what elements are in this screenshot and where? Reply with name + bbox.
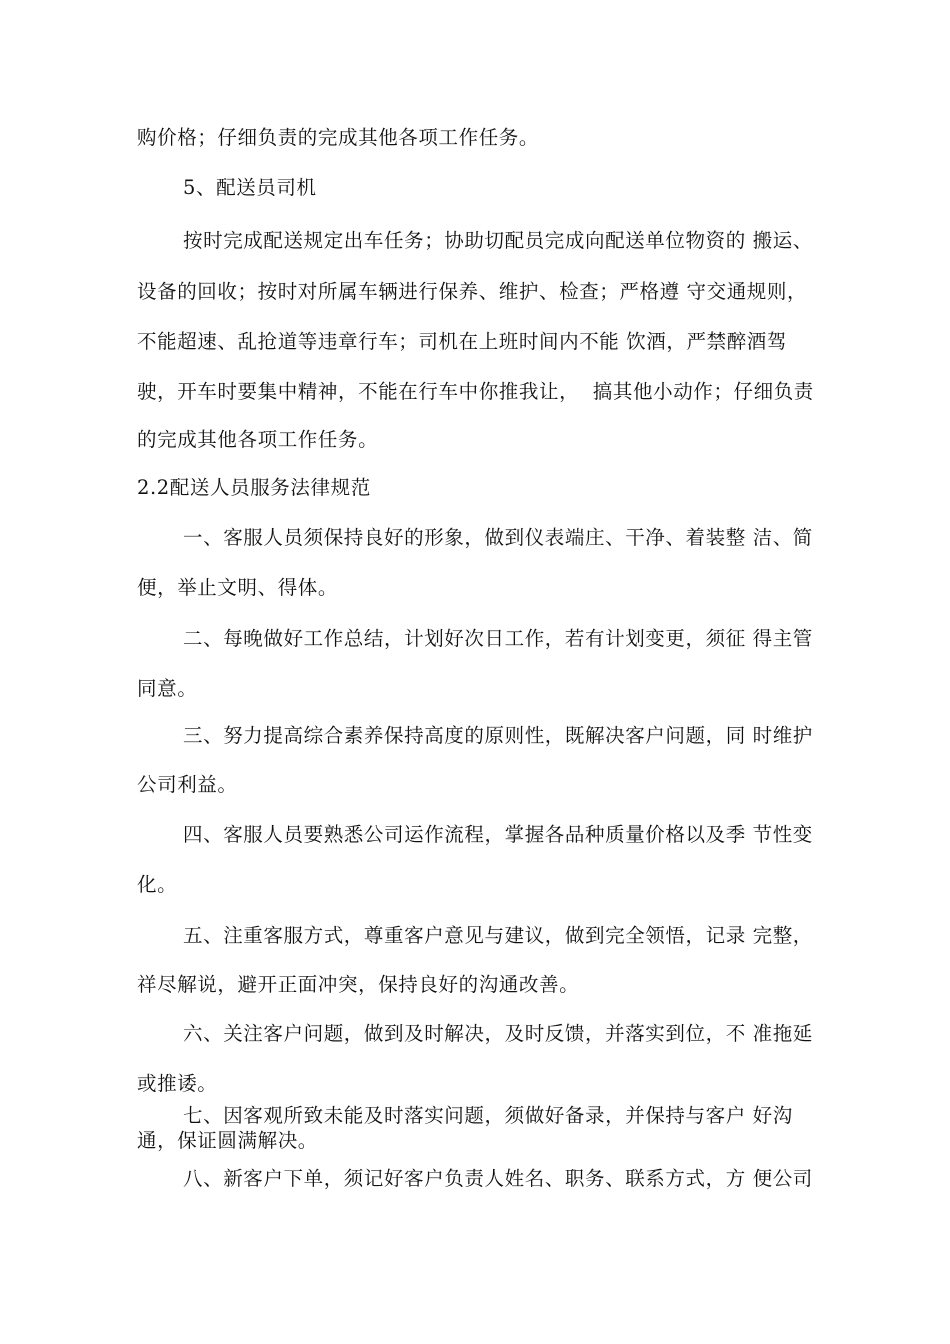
text-line: 八、新客户下单，须记好客户负责人姓名、职务、联系方式，方 便公司: [183, 1167, 813, 1190]
text-line: 化。: [137, 873, 178, 896]
section-heading: 5、配送员司机: [183, 176, 317, 199]
text-line: 通，保证圆满解决。: [137, 1129, 318, 1152]
text-line: 祥尽解说，避开正面冲突，保持良好的沟通改善。: [137, 973, 580, 996]
text-line: 七、因客观所致未能及时落实问题，须做好备录，并保持与客户 好沟: [183, 1104, 793, 1127]
text-line: 按时完成配送规定出车任务；协助切配员完成向配送单位物资的 搬运、: [183, 229, 813, 252]
text-line: 五、注重客服方式，尊重客户意见与建议，做到完全领悟，记录 完整，: [183, 924, 813, 947]
text-line: 公司利益。: [137, 773, 238, 796]
text-line: 设备的回收；按时对所属车辆进行保养、维护、检查；严格遵 守交通规则，: [137, 280, 808, 303]
text-line: 同意。: [137, 677, 198, 700]
text-line: 二、每晚做好工作总结，计划好次日工作，若有计划变更，须征 得主管: [183, 627, 813, 650]
text-line: 便，举止文明、得体。: [137, 576, 339, 599]
text-line: 驶，开车时要集中精神，不能在行车中你推我让， 搞其他小动作；仔细负责: [137, 380, 814, 403]
text-line: 四、客服人员要熟悉公司运作流程，掌握各品种质量价格以及季 节性变: [183, 823, 813, 846]
text-line: 或推诿。: [137, 1072, 218, 1095]
text-line: 的完成其他各项工作任务。: [137, 428, 379, 451]
section-heading: 2.2配送人员服务法律规范: [137, 476, 371, 499]
text-line: 购价格；仔细负责的完成其他各项工作任务。: [137, 126, 540, 149]
text-line: 一、客服人员须保持良好的形象，做到仪表端庄、干净、着装整 洁、简: [183, 526, 813, 549]
text-line: 不能超速、乱抢道等违章行车；司机在上班时间内不能 饮酒，严禁醉酒驾: [137, 330, 787, 353]
text-line: 三、努力提高综合素养保持高度的原则性，既解决客户问题，同 时维护: [183, 724, 813, 747]
text-line: 六、关注客户问题，做到及时解决，及时反馈，并落实到位，不 准拖延: [183, 1022, 813, 1045]
